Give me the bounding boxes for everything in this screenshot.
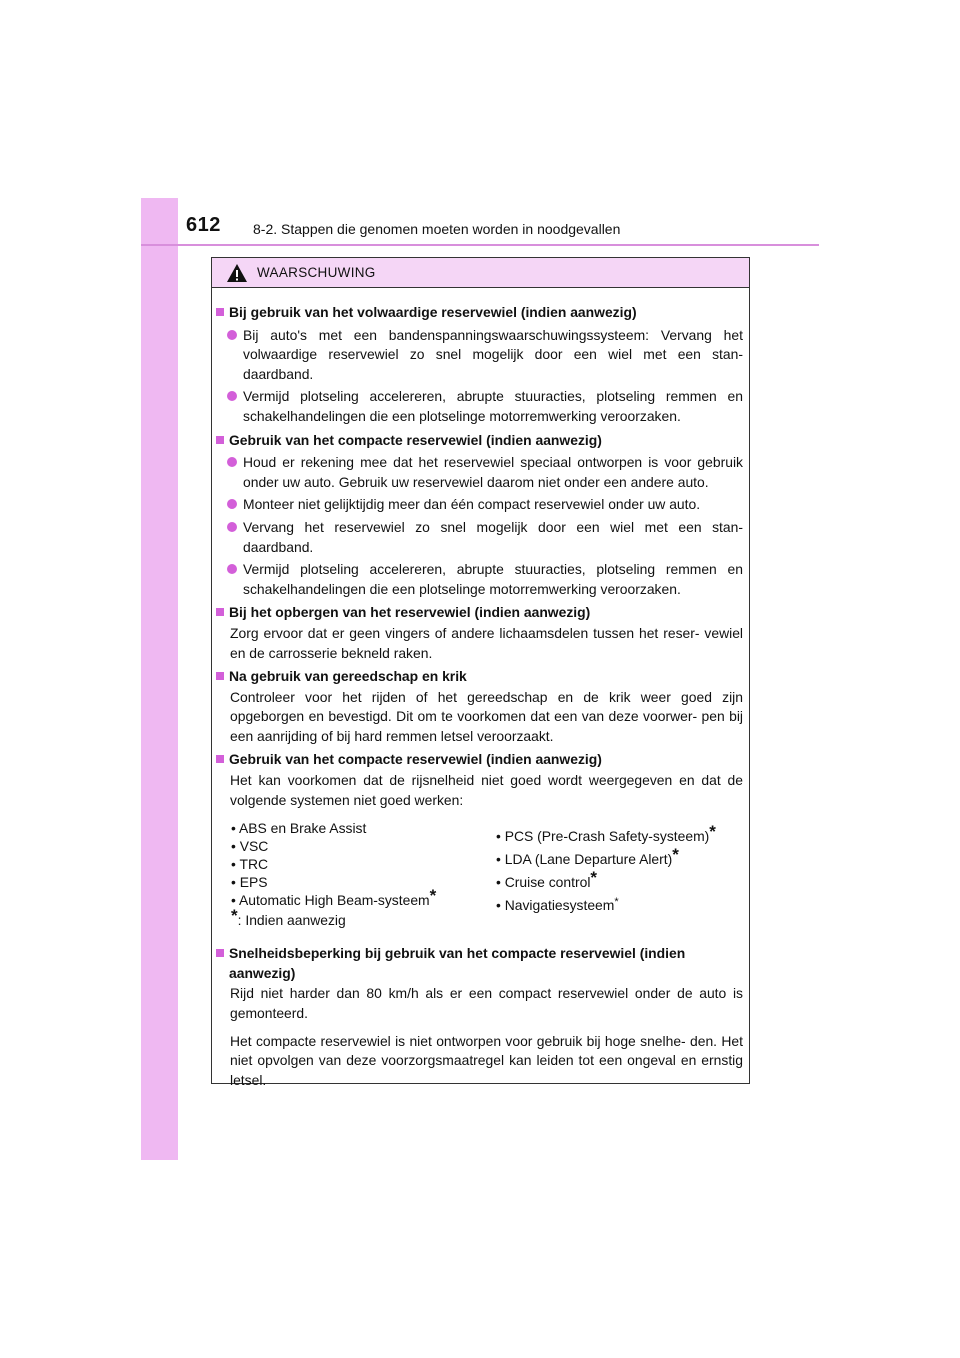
page-number: 612: [186, 214, 221, 236]
square-bullet-icon: [216, 308, 224, 316]
section-heading: Gebruik van het compacte reservewiel (indien aanwezig): [216, 750, 743, 770]
asterisk-mark: *: [709, 822, 716, 842]
section-heading: Snelheidsbeperking bij gebruik van het compacte reservewiel (indien aanwezig): [216, 944, 743, 983]
list-item: Vermijd plotseling accelereren, abrupte stuuracties, plotseling remmen en schakelhandelingen die een plotselinge motorremwerking veroorzaken.: [216, 560, 743, 599]
section-heading: Na gebruik van gereedschap en krik: [216, 667, 743, 687]
square-bullet-icon: [216, 949, 224, 957]
asterisk-mark: *: [590, 868, 598, 888]
list-item: Vermijd plotseling accelereren, abrupte stuuracties, plotseling remmen en schakelhandelingen die een plotselinge motorremwerking veroorzaken.: [216, 387, 743, 426]
systems-list-left: [231, 819, 496, 929]
circle-bullet-icon: [227, 564, 237, 574]
asterisk-mark: *: [672, 845, 679, 865]
list-item: • Cruise control*: [496, 868, 598, 891]
circle-bullet-icon: [227, 499, 237, 509]
circle-bullet-icon: [227, 457, 237, 467]
circle-bullet-icon: [227, 391, 237, 401]
list-item: • VSC: [231, 838, 269, 855]
warning-box: [211, 257, 750, 1088]
list-item: • EPS: [231, 874, 268, 891]
section-title: 8-2. Stappen die genomen moeten worden in noodgevallen: [253, 221, 621, 237]
asterisk-mark: *: [614, 896, 619, 909]
paragraph: Rijd niet harder dan 80 km/h als er een compact reservewiel onder de auto is gemonteerd.: [230, 985, 743, 1022]
list-item: Monteer niet gelijktijdig meer dan één compact reservewiel onder uw auto.: [216, 495, 743, 515]
systems-list: [216, 819, 743, 929]
section-heading: Gebruik van het compacte reservewiel (indien aanwezig): [216, 431, 743, 451]
warning-content: [212, 288, 749, 1090]
list-item: • Automatic High Beam-systeem*: [231, 886, 437, 909]
paragraph: Zorg ervoor dat er geen vingers of andere lichaamsdelen tussen het reser- vewiel en de carrosserie bekneld raken.: [230, 624, 743, 661]
list-item: • LDA (Lane Departure Alert)*: [496, 845, 679, 868]
footnote: *: Indien aanwezig: [231, 906, 346, 929]
warning-header: [212, 258, 749, 288]
square-bullet-icon: [216, 755, 224, 763]
header-rule: [141, 244, 819, 246]
list-item: Vervang het reservewiel zo snel mogelijk door een wiel met een stan- daardband.: [216, 518, 743, 557]
paragraph: Controleer voor het rijden of het gereedschap en de krik weer goed zijn opgeborgen en bevestigd. Dit om te voorkomen dat een van deze voorwer- pen bij een aanrijding of bij hard remmen letsel veroorzaakt.: [230, 688, 743, 744]
list-item: • TRC: [231, 856, 269, 873]
square-bullet-icon: [216, 436, 224, 444]
section-heading: Bij gebruik van het volwaardige reservewiel (indien aanwezig): [216, 303, 743, 323]
circle-bullet-icon: [227, 522, 237, 532]
circle-bullet-icon: [227, 330, 237, 340]
warning-title: WAARSCHUWING: [257, 265, 376, 280]
list-item: • ABS en Brake Assist: [231, 820, 367, 837]
systems-list-right: [496, 822, 716, 929]
paragraph: Het compacte reservewiel is niet ontworpen voor gebruik bij hoge snelhe- den. Het niet opvolgen van deze voorzorgsmaatregel kan leiden tot een ongeval en ernstig letsel.: [230, 1032, 743, 1088]
asterisk-mark: *: [429, 886, 437, 906]
side-tab: [141, 198, 178, 1160]
asterisk-mark: *: [231, 906, 238, 926]
square-bullet-icon: [216, 608, 224, 616]
list-item: Bij auto's met een bandenspanningswaarschuwingssysteem: Vervang het volwaardige reservewiel zo snel mogelijk door een wiel met een stan- daardband.: [216, 326, 743, 385]
paragraph: Het kan voorkomen dat de rijsnelheid niet goed wordt weergegeven en dat de volgende systemen niet goed werken:: [230, 772, 743, 808]
list-item: Houd er rekening mee dat het reservewiel speciaal ontworpen is voor gebruik onder uw auto. Gebruik uw reservewiel daarom niet onder een andere auto.: [216, 453, 743, 492]
square-bullet-icon: [216, 672, 224, 680]
warning-triangle-icon: [226, 263, 248, 283]
list-item: • Navigatiesysteem*: [496, 896, 619, 914]
list-item: • PCS (Pre-Crash Safety-systeem)*: [496, 822, 716, 845]
section-heading: Bij het opbergen van het reservewiel (indien aanwezig): [216, 603, 743, 623]
